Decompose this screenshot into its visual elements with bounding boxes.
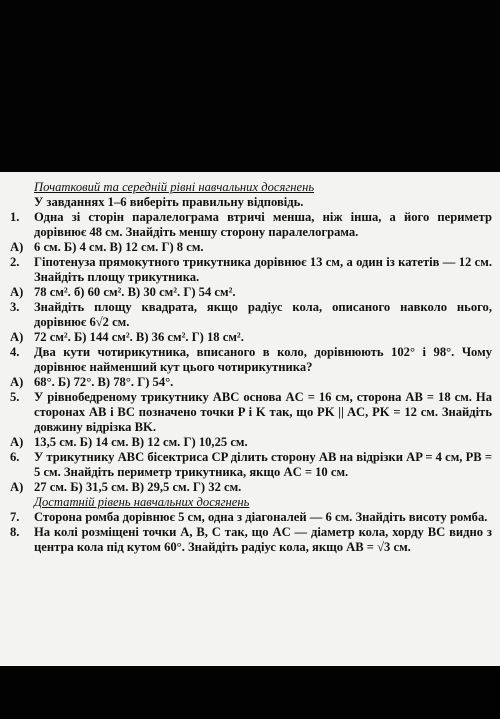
task-text: Гіпотенуза прямокутного трикутника дорівнює 13 см, а один із катетів — 12 см. Знайдіть площу трикутника. [34, 255, 492, 284]
task-1-answers [10, 240, 492, 255]
task-text: Знайдіть площу квадрата, якщо радіус кола, описаного навколо нього, дорівнює 6√2 см. [34, 300, 492, 329]
worksheet-page [0, 172, 500, 666]
answer-label: А) [10, 240, 24, 254]
answer-label: А) [10, 285, 24, 299]
task-8 [10, 525, 492, 555]
task-3-answers [10, 330, 492, 345]
task-text: На колі розміщені точки A, B, C так, що AC — діаметр кола, хорду BC видно з центра кола під кутом 60°. Знайдіть радіус кола, якщо AB = √3 см. [34, 525, 492, 554]
answer-label: А) [10, 330, 24, 344]
task-3 [10, 300, 492, 330]
task-7 [10, 510, 492, 525]
instructions: У завданнях 1–6 виберіть правильну відповідь. [34, 195, 304, 209]
section-title-sufficient: Достатній рівень навчальних досягнень [34, 495, 250, 509]
task-number: 8. [10, 525, 20, 539]
answer-label: А) [10, 435, 24, 449]
task-5-answers [10, 435, 492, 450]
task-number: 7. [10, 510, 20, 524]
task-number: 3. [10, 300, 20, 314]
task-number: 1. [10, 210, 20, 224]
answer-label: А) [10, 375, 24, 389]
task-2-answers [10, 285, 492, 300]
answer-options: 13,5 см. Б) 14 см. В) 12 см. Г) 10,25 см. [34, 435, 248, 449]
task-6-answers [10, 480, 492, 495]
task-1 [10, 210, 492, 240]
task-number: 4. [10, 345, 20, 359]
dark-background-top [0, 0, 500, 172]
task-text: У трикутнику ABC бісектриса CP ділить сторону AB на відрізки AP = 4 см, PB = 5 см. Знайдіть периметр трикутника, якщо AC = 10 см. [34, 450, 492, 479]
task-5 [10, 390, 492, 435]
section-title-basic: Початковий та середній рівні навчальних досягнень [34, 180, 315, 194]
answer-options: 27 см. Б) 31,5 см. В) 29,5 см. Г) 32 см. [34, 480, 242, 494]
task-text: Одна зі сторін паралелограма втричі менша, ніж інша, а його периметр дорівнює 48 см. Знайдіть меншу сторону паралелограма. [34, 210, 492, 239]
task-number: 5. [10, 390, 20, 404]
task-number: 6. [10, 450, 20, 464]
task-2 [10, 255, 492, 285]
task-text: У рівнобедреному трикутнику ABC основа AC = 16 см, сторона AB = 18 см. На сторонах AB і BC позначено точки P і K так, що PK || AC, PK = 12 см. Знайдіть довжину відрізка BK. [34, 390, 492, 434]
answer-label: А) [10, 480, 24, 494]
task-4-answers [10, 375, 492, 390]
task-text: Сторона ромба дорівнює 5 см, одна з діагоналей — 6 см. Знайдіть висоту ромба. [34, 510, 488, 524]
answer-options: 6 см. Б) 4 см. В) 12 см. Г) 8 см. [34, 240, 204, 254]
answer-options: 78 см². б) 60 см². В) 30 см². Г) 54 см². [34, 285, 236, 299]
answer-options: 72 см². Б) 144 см². В) 36 см². Г) 18 см². [34, 330, 244, 344]
task-4 [10, 345, 492, 375]
task-text: Два кути чотирикутника, вписаного в коло, дорівнюють 102° і 98°. Чому дорівнює найменший кут цього чотирикутника? [34, 345, 492, 374]
task-6 [10, 450, 492, 480]
dark-background-bottom [0, 666, 500, 719]
task-number: 2. [10, 255, 20, 269]
answer-options: 68°. Б) 72°. В) 78°. Г) 54°. [34, 375, 174, 389]
